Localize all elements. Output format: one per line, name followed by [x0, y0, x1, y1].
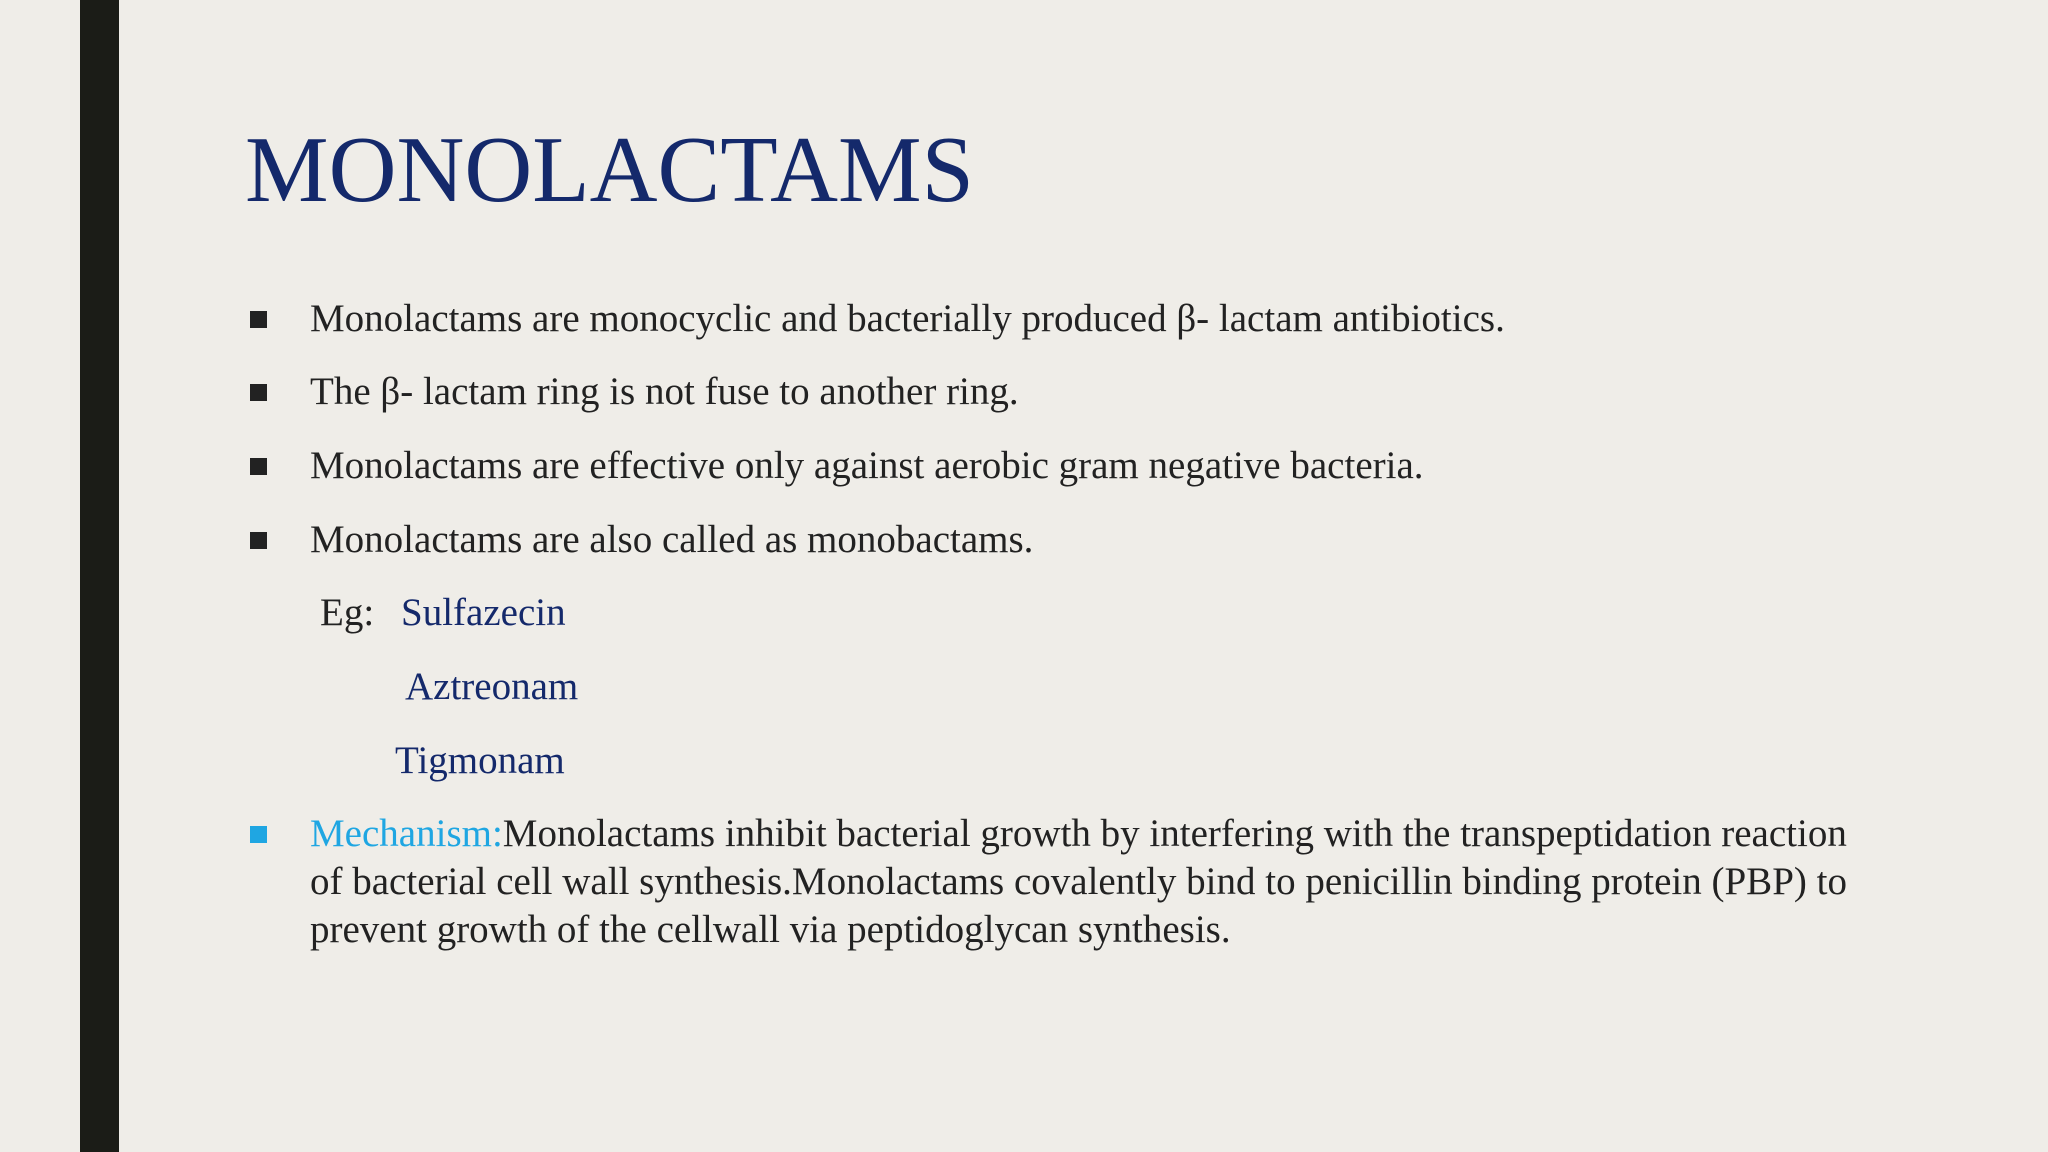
left-accent-bar — [80, 0, 119, 1152]
square-bullet-icon — [250, 458, 267, 475]
bullet-text: The β- lactam ring is not fuse to another ring. — [310, 370, 1019, 413]
bullet-text: Monolactams are monocyclic and bacterially produced β- lactam antibiotics. — [310, 297, 1505, 340]
examples-label: Eg: — [320, 591, 375, 634]
mechanism-label: Mechanism: — [310, 812, 503, 855]
drug-name: Aztreonam — [405, 665, 579, 708]
drug-name: Sulfazecin — [401, 591, 566, 634]
square-bullet-icon — [250, 532, 267, 549]
square-bullet-icon — [250, 311, 267, 328]
square-bullet-icon — [250, 384, 267, 401]
mechanism-paragraph — [310, 810, 1870, 954]
slide-title: MONOLACTAMS — [245, 118, 974, 222]
bullet-text: Monolactams are effective only against aerobic gram negative bacteria. — [310, 444, 1424, 487]
mechanism-description: Monolactams inhibit bacterial growth by interfering with the transpeptidation reaction of bacterial cell wall synthesis.Monolactams covalently bind to penicillin binding protein (PBP) to prevent growth of the cellwall via peptidoglycan synthesis. — [310, 812, 1847, 951]
square-bullet-icon — [250, 826, 267, 843]
drug-name: Tigmonam — [395, 739, 565, 782]
bullet-text: Monolactams are also called as monobactams. — [310, 518, 1034, 561]
